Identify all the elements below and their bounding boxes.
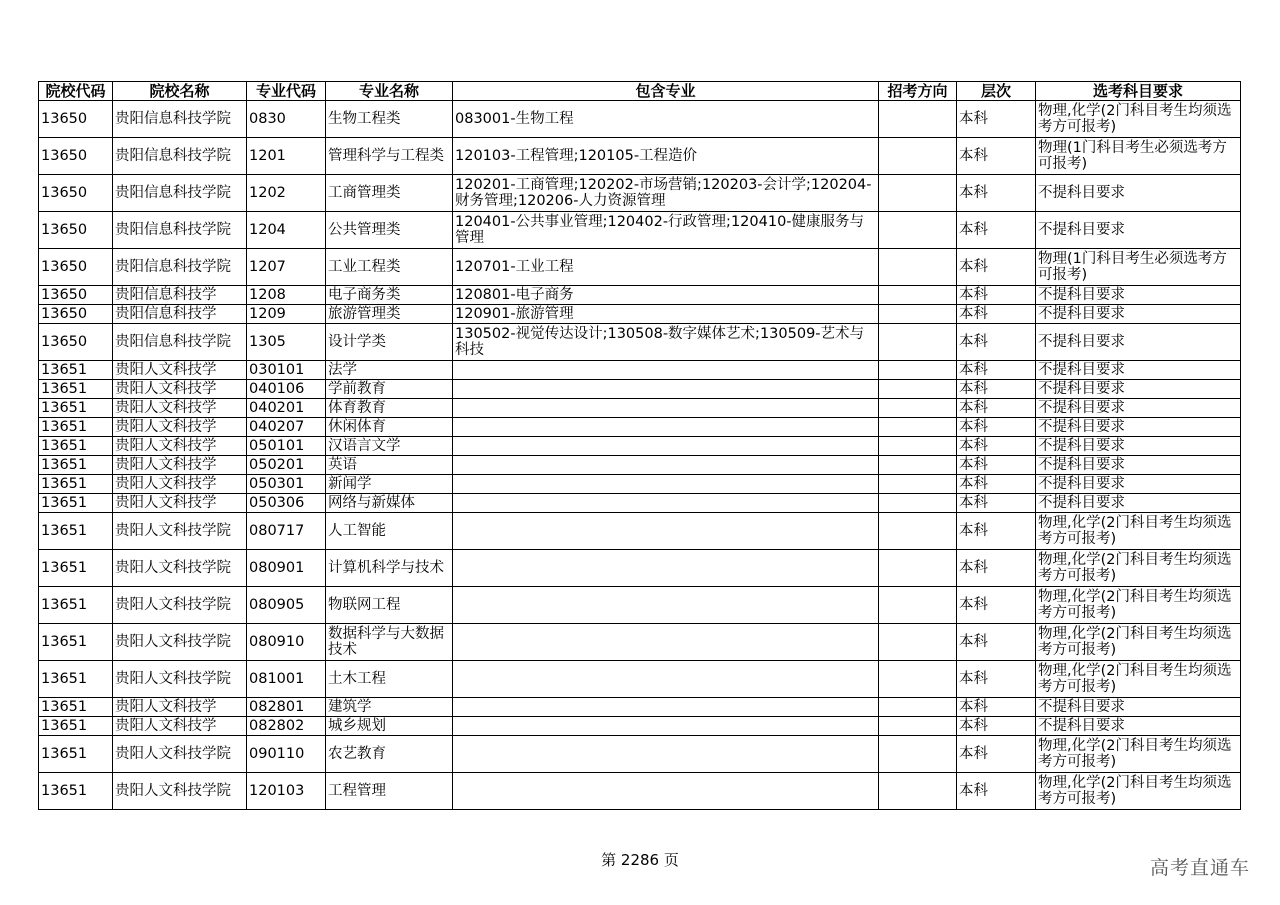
cell-school-name: 贵阳信息科技学院 (113, 324, 247, 361)
cell-direction (879, 717, 957, 736)
table-row (39, 475, 1241, 494)
cell-major-name: 公共管理类 (326, 212, 453, 249)
cell-major-code: 050201 (247, 456, 326, 475)
cell-school-name: 贵阳人文科技学 (113, 717, 247, 736)
cell-direction (879, 361, 957, 380)
cell-level: 本科 (957, 101, 1036, 138)
cell-major-code: 1202 (247, 175, 326, 212)
cell-direction (879, 698, 957, 717)
table-row (39, 587, 1241, 624)
cell-major-name: 土木工程 (326, 661, 453, 698)
cell-school-name: 贵阳人文科技学 (113, 475, 247, 494)
cell-major-code: 1208 (247, 286, 326, 305)
cell-included-majors (453, 550, 879, 587)
table-row (39, 661, 1241, 698)
cell-major-code: 080905 (247, 587, 326, 624)
table-row (39, 456, 1241, 475)
cell-level: 本科 (957, 249, 1036, 286)
table-row (39, 380, 1241, 399)
cell-major-name: 汉语言文学 (326, 437, 453, 456)
cell-direction (879, 494, 957, 513)
cell-included-majors (453, 587, 879, 624)
cell-school-name: 贵阳人文科技学 (113, 361, 247, 380)
cell-level: 本科 (957, 773, 1036, 810)
cell-level: 本科 (957, 418, 1036, 437)
cell-level: 本科 (957, 736, 1036, 773)
cell-level: 本科 (957, 550, 1036, 587)
cell-included-majors (453, 437, 879, 456)
cell-school-name: 贵阳信息科技学院 (113, 101, 247, 138)
cell-major-code: 1305 (247, 324, 326, 361)
cell-school-code: 13650 (39, 212, 113, 249)
table-row (39, 101, 1241, 138)
cell-level: 本科 (957, 717, 1036, 736)
cell-direction (879, 624, 957, 661)
cell-level: 本科 (957, 698, 1036, 717)
cell-level: 本科 (957, 324, 1036, 361)
cell-subject-requirement: 不提科目要求 (1036, 305, 1241, 324)
cell-major-code: 082801 (247, 698, 326, 717)
cell-included-majors (453, 399, 879, 418)
cell-included-majors (453, 513, 879, 550)
cell-major-name: 建筑学 (326, 698, 453, 717)
cell-major-code: 080901 (247, 550, 326, 587)
cell-level: 本科 (957, 138, 1036, 175)
cell-subject-requirement: 物理(1门科目考生必须选考方可报考) (1036, 138, 1241, 175)
cell-school-code: 13650 (39, 138, 113, 175)
cell-subject-requirement: 物理(1门科目考生必须选考方可报考) (1036, 249, 1241, 286)
cell-direction (879, 324, 957, 361)
cell-included-majors: 120201-工商管理;120202-市场营销;120203-会计学;120204-财务管理;120206-人力资源管理 (453, 175, 879, 212)
cell-subject-requirement: 不提科目要求 (1036, 361, 1241, 380)
cell-level: 本科 (957, 494, 1036, 513)
cell-included-majors: 130502-视觉传达设计;130508-数字媒体艺术;130509-艺术与科技 (453, 324, 879, 361)
cell-school-name: 贵阳信息科技学 (113, 305, 247, 324)
cell-major-name: 人工智能 (326, 513, 453, 550)
cell-subject-requirement: 不提科目要求 (1036, 456, 1241, 475)
table-row (39, 305, 1241, 324)
cell-school-name: 贵阳人文科技学院 (113, 513, 247, 550)
cell-included-majors: 120103-工程管理;120105-工程造价 (453, 138, 879, 175)
cell-school-code: 13650 (39, 175, 113, 212)
header-subject-requirement: 选考科目要求 (1036, 82, 1241, 101)
cell-major-code: 040207 (247, 418, 326, 437)
cell-major-name: 学前教育 (326, 380, 453, 399)
cell-major-code: 080910 (247, 624, 326, 661)
cell-school-code: 13651 (39, 418, 113, 437)
header-major-code: 专业代码 (247, 82, 326, 101)
cell-included-majors: 120401-公共事业管理;120402-行政管理;120410-健康服务与管理 (453, 212, 879, 249)
cell-included-majors (453, 380, 879, 399)
table-row (39, 698, 1241, 717)
table-row (39, 361, 1241, 380)
cell-major-name: 法学 (326, 361, 453, 380)
cell-school-name: 贵阳人文科技学院 (113, 661, 247, 698)
cell-included-majors (453, 624, 879, 661)
cell-major-name: 农艺教育 (326, 736, 453, 773)
cell-level: 本科 (957, 212, 1036, 249)
cell-subject-requirement: 不提科目要求 (1036, 286, 1241, 305)
cell-school-name: 贵阳人文科技学 (113, 380, 247, 399)
cell-major-name: 管理科学与工程类 (326, 138, 453, 175)
cell-school-name: 贵阳人文科技学 (113, 494, 247, 513)
cell-major-name: 旅游管理类 (326, 305, 453, 324)
cell-school-code: 13650 (39, 101, 113, 138)
cell-school-code: 13651 (39, 698, 113, 717)
table-row (39, 175, 1241, 212)
cell-major-code: 030101 (247, 361, 326, 380)
cell-subject-requirement: 不提科目要求 (1036, 475, 1241, 494)
cell-major-code: 1204 (247, 212, 326, 249)
cell-major-name: 工程管理 (326, 773, 453, 810)
cell-major-code: 080717 (247, 513, 326, 550)
cell-subject-requirement: 物理,化学(2门科目考生均须选考方可报考) (1036, 587, 1241, 624)
cell-major-code: 082802 (247, 717, 326, 736)
cell-direction (879, 101, 957, 138)
cell-major-name: 休闲体育 (326, 418, 453, 437)
cell-included-majors (453, 661, 879, 698)
cell-direction (879, 380, 957, 399)
cell-school-name: 贵阳信息科技学院 (113, 138, 247, 175)
table-row (39, 437, 1241, 456)
cell-direction (879, 587, 957, 624)
table-row (39, 513, 1241, 550)
cell-level: 本科 (957, 437, 1036, 456)
cell-direction (879, 456, 957, 475)
cell-school-name: 贵阳信息科技学 (113, 286, 247, 305)
cell-major-code: 040106 (247, 380, 326, 399)
table-row (39, 286, 1241, 305)
cell-school-name: 贵阳信息科技学院 (113, 212, 247, 249)
cell-level: 本科 (957, 513, 1036, 550)
admission-table (38, 81, 1241, 810)
cell-major-code: 120103 (247, 773, 326, 810)
cell-included-majors: 120801-电子商务 (453, 286, 879, 305)
cell-school-name: 贵阳人文科技学院 (113, 624, 247, 661)
cell-school-name: 贵阳信息科技学院 (113, 175, 247, 212)
table-row (39, 418, 1241, 437)
cell-major-code: 050101 (247, 437, 326, 456)
table-row (39, 249, 1241, 286)
cell-level: 本科 (957, 175, 1036, 212)
cell-major-name: 工业工程类 (326, 249, 453, 286)
cell-school-code: 13651 (39, 361, 113, 380)
cell-school-name: 贵阳人文科技学院 (113, 773, 247, 810)
header-level: 层次 (957, 82, 1036, 101)
cell-subject-requirement: 不提科目要求 (1036, 175, 1241, 212)
cell-subject-requirement: 物理,化学(2门科目考生均须选考方可报考) (1036, 624, 1241, 661)
header-row (39, 82, 1241, 101)
cell-subject-requirement: 物理,化学(2门科目考生均须选考方可报考) (1036, 550, 1241, 587)
cell-major-name: 物联网工程 (326, 587, 453, 624)
cell-major-name: 电子商务类 (326, 286, 453, 305)
cell-major-name: 网络与新媒体 (326, 494, 453, 513)
cell-direction (879, 212, 957, 249)
cell-included-majors (453, 736, 879, 773)
cell-major-name: 工商管理类 (326, 175, 453, 212)
cell-school-code: 13651 (39, 773, 113, 810)
cell-direction (879, 286, 957, 305)
cell-level: 本科 (957, 661, 1036, 698)
cell-school-code: 13651 (39, 494, 113, 513)
header-direction: 招考方向 (879, 82, 957, 101)
cell-direction (879, 305, 957, 324)
table-row (39, 494, 1241, 513)
cell-school-name: 贵阳人文科技学 (113, 437, 247, 456)
cell-school-code: 13650 (39, 249, 113, 286)
cell-included-majors (453, 698, 879, 717)
cell-subject-requirement: 不提科目要求 (1036, 698, 1241, 717)
cell-included-majors (453, 773, 879, 810)
cell-school-code: 13650 (39, 305, 113, 324)
cell-school-code: 13651 (39, 513, 113, 550)
cell-school-code: 13651 (39, 661, 113, 698)
cell-subject-requirement: 不提科目要求 (1036, 437, 1241, 456)
cell-direction (879, 773, 957, 810)
cell-level: 本科 (957, 456, 1036, 475)
table-row (39, 717, 1241, 736)
cell-school-code: 13651 (39, 736, 113, 773)
cell-level: 本科 (957, 587, 1036, 624)
table-row (39, 736, 1241, 773)
cell-subject-requirement: 不提科目要求 (1036, 324, 1241, 361)
cell-subject-requirement: 不提科目要求 (1036, 717, 1241, 736)
header-school-code: 院校代码 (39, 82, 113, 101)
cell-level: 本科 (957, 624, 1036, 661)
cell-level: 本科 (957, 361, 1036, 380)
cell-major-name: 新闻学 (326, 475, 453, 494)
cell-school-code: 13650 (39, 286, 113, 305)
cell-level: 本科 (957, 286, 1036, 305)
cell-major-code: 050301 (247, 475, 326, 494)
cell-direction (879, 138, 957, 175)
cell-subject-requirement: 物理,化学(2门科目考生均须选考方可报考) (1036, 773, 1241, 810)
cell-included-majors (453, 494, 879, 513)
cell-school-code: 13651 (39, 587, 113, 624)
cell-level: 本科 (957, 305, 1036, 324)
page-number: 第 2286 页 (601, 851, 679, 869)
cell-major-code: 050306 (247, 494, 326, 513)
cell-major-code: 1209 (247, 305, 326, 324)
header-school-name: 院校名称 (113, 82, 247, 101)
cell-included-majors (453, 456, 879, 475)
cell-major-code: 1207 (247, 249, 326, 286)
cell-direction (879, 437, 957, 456)
cell-included-majors (453, 717, 879, 736)
cell-school-code: 13650 (39, 324, 113, 361)
cell-major-code: 090110 (247, 736, 326, 773)
cell-included-majors (453, 475, 879, 494)
cell-school-code: 13651 (39, 717, 113, 736)
cell-direction (879, 661, 957, 698)
cell-direction (879, 399, 957, 418)
header-included-majors: 包含专业 (453, 82, 879, 101)
cell-school-name: 贵阳人文科技学 (113, 399, 247, 418)
cell-major-name: 生物工程类 (326, 101, 453, 138)
cell-major-name: 英语 (326, 456, 453, 475)
cell-subject-requirement: 不提科目要求 (1036, 212, 1241, 249)
cell-subject-requirement: 不提科目要求 (1036, 380, 1241, 399)
cell-school-code: 13651 (39, 437, 113, 456)
cell-school-code: 13651 (39, 475, 113, 494)
table-row (39, 550, 1241, 587)
cell-included-majors (453, 418, 879, 437)
cell-school-code: 13651 (39, 550, 113, 587)
cell-direction (879, 249, 957, 286)
cell-school-code: 13651 (39, 380, 113, 399)
cell-included-majors (453, 361, 879, 380)
cell-included-majors: 083001-生物工程 (453, 101, 879, 138)
cell-direction (879, 475, 957, 494)
cell-subject-requirement: 物理,化学(2门科目考生均须选考方可报考) (1036, 101, 1241, 138)
cell-school-name: 贵阳人文科技学院 (113, 550, 247, 587)
table-row (39, 138, 1241, 175)
cell-school-name: 贵阳人文科技学院 (113, 587, 247, 624)
cell-subject-requirement: 物理,化学(2门科目考生均须选考方可报考) (1036, 513, 1241, 550)
cell-subject-requirement: 不提科目要求 (1036, 494, 1241, 513)
cell-direction (879, 550, 957, 587)
cell-subject-requirement: 物理,化学(2门科目考生均须选考方可报考) (1036, 736, 1241, 773)
cell-school-code: 13651 (39, 624, 113, 661)
cell-school-name: 贵阳信息科技学院 (113, 249, 247, 286)
cell-school-name: 贵阳人文科技学 (113, 418, 247, 437)
cell-direction (879, 418, 957, 437)
cell-subject-requirement: 不提科目要求 (1036, 399, 1241, 418)
cell-major-name: 城乡规划 (326, 717, 453, 736)
cell-school-code: 13651 (39, 399, 113, 418)
table-row (39, 212, 1241, 249)
cell-subject-requirement: 不提科目要求 (1036, 418, 1241, 437)
cell-major-name: 计算机科学与技术 (326, 550, 453, 587)
cell-direction (879, 736, 957, 773)
cell-school-name: 贵阳人文科技学 (113, 456, 247, 475)
table-row (39, 399, 1241, 418)
cell-included-majors: 120701-工业工程 (453, 249, 879, 286)
cell-major-name: 体育教育 (326, 399, 453, 418)
table-row (39, 773, 1241, 810)
cell-major-name: 数据科学与大数据技术 (326, 624, 453, 661)
table-row (39, 324, 1241, 361)
cell-school-name: 贵阳人文科技学院 (113, 736, 247, 773)
cell-major-code: 1201 (247, 138, 326, 175)
cell-level: 本科 (957, 380, 1036, 399)
table-row (39, 624, 1241, 661)
cell-level: 本科 (957, 399, 1036, 418)
cell-direction (879, 513, 957, 550)
cell-included-majors: 120901-旅游管理 (453, 305, 879, 324)
watermark-text: 高考直通车 (1149, 857, 1250, 879)
cell-major-name: 设计学类 (326, 324, 453, 361)
cell-level: 本科 (957, 475, 1036, 494)
cell-school-name: 贵阳人文科技学 (113, 698, 247, 717)
cell-subject-requirement: 物理,化学(2门科目考生均须选考方可报考) (1036, 661, 1241, 698)
header-major-name: 专业名称 (326, 82, 453, 101)
cell-direction (879, 175, 957, 212)
cell-major-code: 0830 (247, 101, 326, 138)
cell-major-code: 040201 (247, 399, 326, 418)
cell-school-code: 13651 (39, 456, 113, 475)
cell-major-code: 081001 (247, 661, 326, 698)
